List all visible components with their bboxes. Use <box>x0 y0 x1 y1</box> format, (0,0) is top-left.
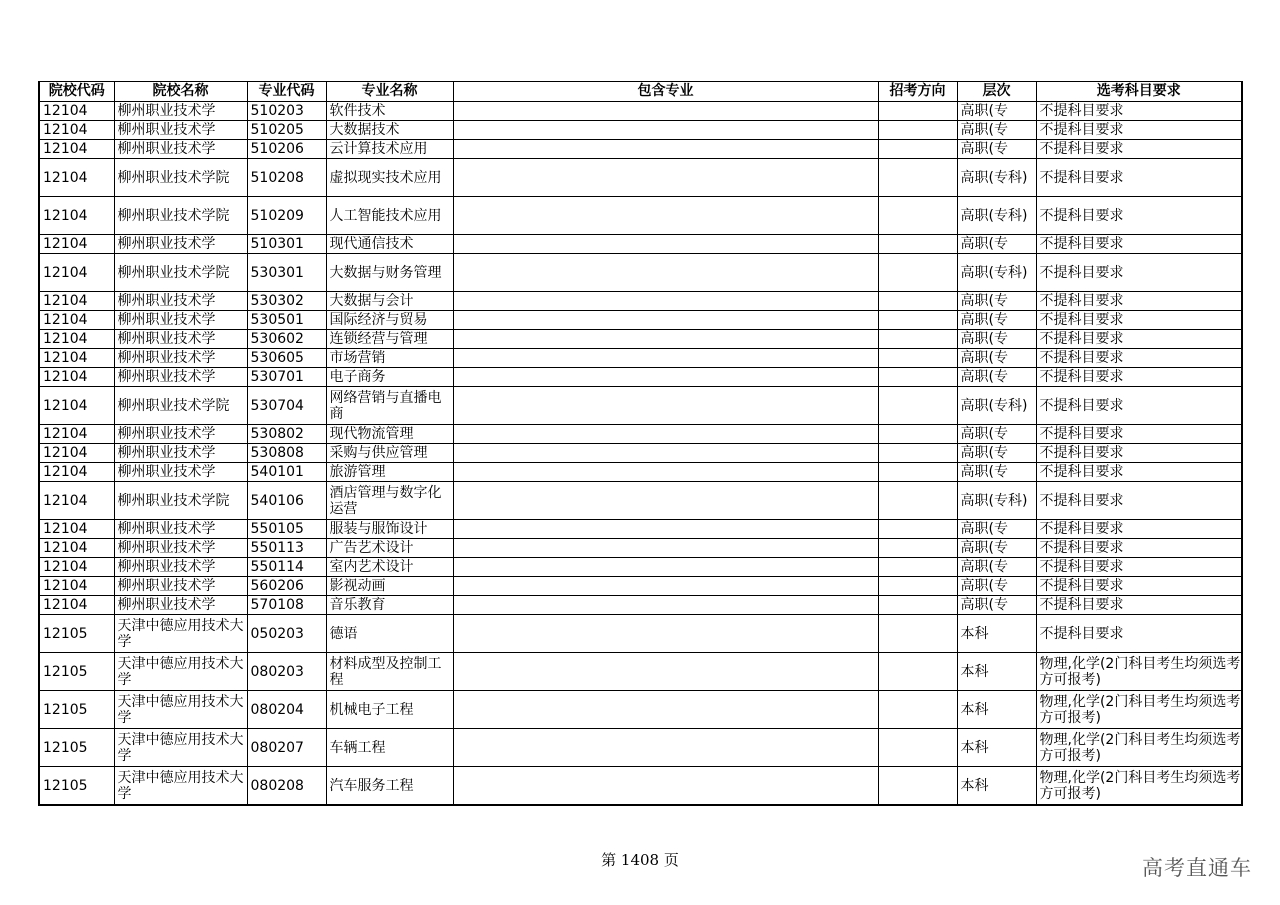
table-cell <box>453 197 878 235</box>
table-cell: 510206 <box>247 140 326 159</box>
table-cell: 530602 <box>247 330 326 349</box>
table-cell: 大数据与财务管理 <box>326 254 453 292</box>
table-cell: 不提科目要求 <box>1036 387 1242 425</box>
table-body <box>39 102 1242 806</box>
table-cell <box>878 539 957 558</box>
table-cell: 12104 <box>39 539 114 558</box>
table-cell <box>453 254 878 292</box>
table-cell <box>878 311 957 330</box>
table-cell <box>878 235 957 254</box>
table-cell <box>878 159 957 197</box>
table-cell: 柳州职业技术学 <box>114 463 247 482</box>
table-cell: 不提科目要求 <box>1036 539 1242 558</box>
table-cell: 050203 <box>247 615 326 653</box>
table-cell <box>878 140 957 159</box>
table-cell <box>878 691 957 729</box>
table-row <box>39 121 1242 140</box>
table-cell: 高职(专 <box>957 292 1036 311</box>
table-cell <box>878 615 957 653</box>
table-cell: 12104 <box>39 349 114 368</box>
table-cell: 网络营销与直播电商 <box>326 387 453 425</box>
table-row <box>39 577 1242 596</box>
table-cell: 天津中德应用技术大学 <box>114 729 247 767</box>
table-cell: 高职(专 <box>957 140 1036 159</box>
table-cell: 550105 <box>247 520 326 539</box>
table-cell: 不提科目要求 <box>1036 577 1242 596</box>
table-cell <box>878 463 957 482</box>
table-cell: 柳州职业技术学 <box>114 311 247 330</box>
table-cell <box>453 558 878 577</box>
table-cell: 不提科目要求 <box>1036 558 1242 577</box>
table-row <box>39 197 1242 235</box>
table-cell: 采购与供应管理 <box>326 444 453 463</box>
table-cell: 不提科目要求 <box>1036 368 1242 387</box>
table-row <box>39 387 1242 425</box>
table-row <box>39 520 1242 539</box>
table-cell: 550114 <box>247 558 326 577</box>
table-cell: 不提科目要求 <box>1036 235 1242 254</box>
table-cell: 高职(专 <box>957 577 1036 596</box>
table-cell: 高职(专科) <box>957 482 1036 520</box>
table-cell: 530605 <box>247 349 326 368</box>
table-cell: 柳州职业技术学 <box>114 330 247 349</box>
table-cell: 室内艺术设计 <box>326 558 453 577</box>
table-cell: 不提科目要求 <box>1036 292 1242 311</box>
table-cell: 柳州职业技术学 <box>114 577 247 596</box>
table-cell: 530302 <box>247 292 326 311</box>
table-cell: 080207 <box>247 729 326 767</box>
table-row <box>39 102 1242 121</box>
table-cell <box>878 425 957 444</box>
table-cell: 12104 <box>39 577 114 596</box>
table-cell: 影视动画 <box>326 577 453 596</box>
table-cell <box>453 387 878 425</box>
table-cell: 510205 <box>247 121 326 140</box>
table-cell: 不提科目要求 <box>1036 121 1242 140</box>
table-row <box>39 482 1242 520</box>
table-cell <box>453 425 878 444</box>
table-cell: 柳州职业技术学 <box>114 425 247 444</box>
table-cell: 不提科目要求 <box>1036 596 1242 615</box>
table-row <box>39 140 1242 159</box>
table-cell: 550113 <box>247 539 326 558</box>
table-cell: 12104 <box>39 387 114 425</box>
table-cell: 本科 <box>957 729 1036 767</box>
table-cell: 12104 <box>39 254 114 292</box>
table-cell: 12104 <box>39 292 114 311</box>
table-row <box>39 539 1242 558</box>
table-cell: 12105 <box>39 653 114 691</box>
table-cell <box>453 292 878 311</box>
table-cell <box>453 482 878 520</box>
table-cell: 虚拟现实技术应用 <box>326 159 453 197</box>
table-cell: 080203 <box>247 653 326 691</box>
table-cell: 柳州职业技术学院 <box>114 197 247 235</box>
table-cell: 柳州职业技术学 <box>114 539 247 558</box>
table-cell: 高职(专 <box>957 558 1036 577</box>
table-cell <box>453 349 878 368</box>
table-cell <box>453 121 878 140</box>
table-cell <box>878 254 957 292</box>
table-cell <box>878 653 957 691</box>
table-cell: 柳州职业技术学 <box>114 520 247 539</box>
table-cell: 材料成型及控制工程 <box>326 653 453 691</box>
table-cell: 柳州职业技术学院 <box>114 254 247 292</box>
table-cell: 音乐教育 <box>326 596 453 615</box>
table-cell: 540101 <box>247 463 326 482</box>
column-header: 专业代码 <box>247 82 326 102</box>
table-cell: 12104 <box>39 235 114 254</box>
table-row <box>39 463 1242 482</box>
table-cell: 高职(专 <box>957 463 1036 482</box>
table-row <box>39 615 1242 653</box>
table-cell: 人工智能技术应用 <box>326 197 453 235</box>
table-cell: 本科 <box>957 691 1036 729</box>
table-cell: 不提科目要求 <box>1036 482 1242 520</box>
table-cell: 电子商务 <box>326 368 453 387</box>
table-cell: 柳州职业技术学院 <box>114 387 247 425</box>
table-cell: 旅游管理 <box>326 463 453 482</box>
table-header-row <box>39 82 1242 102</box>
table-cell <box>878 729 957 767</box>
table-cell: 不提科目要求 <box>1036 311 1242 330</box>
table-cell <box>878 197 957 235</box>
table-row <box>39 767 1242 806</box>
table-cell: 酒店管理与数字化运营 <box>326 482 453 520</box>
table-cell: 高职(专 <box>957 349 1036 368</box>
table-cell: 12104 <box>39 140 114 159</box>
table-cell: 高职(专科) <box>957 197 1036 235</box>
table-cell: 柳州职业技术学 <box>114 368 247 387</box>
table-cell: 510301 <box>247 235 326 254</box>
table-cell <box>453 539 878 558</box>
table-cell: 12104 <box>39 520 114 539</box>
table-cell: 12104 <box>39 482 114 520</box>
column-header: 选考科目要求 <box>1036 82 1242 102</box>
table-cell: 市场营销 <box>326 349 453 368</box>
table-cell: 软件技术 <box>326 102 453 121</box>
table-cell: 柳州职业技术学 <box>114 444 247 463</box>
table-cell: 柳州职业技术学 <box>114 292 247 311</box>
table-cell <box>453 615 878 653</box>
table-cell: 天津中德应用技术大学 <box>114 767 247 806</box>
table-cell <box>878 444 957 463</box>
table-cell: 现代通信技术 <box>326 235 453 254</box>
table-cell <box>453 463 878 482</box>
table-cell: 不提科目要求 <box>1036 140 1242 159</box>
table-row <box>39 425 1242 444</box>
table-cell: 柳州职业技术学 <box>114 349 247 368</box>
table-cell: 物理,化学(2门科目考生均须选考方可报考) <box>1036 691 1242 729</box>
table-cell: 不提科目要求 <box>1036 444 1242 463</box>
column-header: 包含专业 <box>453 82 878 102</box>
column-header: 院校代码 <box>39 82 114 102</box>
table-cell: 不提科目要求 <box>1036 425 1242 444</box>
table-cell: 广告艺术设计 <box>326 539 453 558</box>
table-cell: 12104 <box>39 121 114 140</box>
table-cell: 柳州职业技术学 <box>114 140 247 159</box>
table-cell <box>878 330 957 349</box>
table-cell: 560206 <box>247 577 326 596</box>
table-cell: 本科 <box>957 653 1036 691</box>
column-header: 招考方向 <box>878 82 957 102</box>
table-cell: 530802 <box>247 425 326 444</box>
table-cell: 510208 <box>247 159 326 197</box>
table-cell: 080208 <box>247 767 326 806</box>
table-cell <box>453 596 878 615</box>
table-cell <box>453 691 878 729</box>
table-cell <box>878 121 957 140</box>
table-cell <box>453 235 878 254</box>
table-cell <box>453 330 878 349</box>
table-cell: 服装与服饰设计 <box>326 520 453 539</box>
table-cell: 天津中德应用技术大学 <box>114 691 247 729</box>
table-cell: 本科 <box>957 767 1036 806</box>
table-row <box>39 368 1242 387</box>
table-cell: 柳州职业技术学 <box>114 121 247 140</box>
table-row <box>39 311 1242 330</box>
table-cell: 12104 <box>39 102 114 121</box>
watermark-text: 高考直通车 <box>1142 856 1252 880</box>
table-cell <box>878 387 957 425</box>
table-cell: 530704 <box>247 387 326 425</box>
table-cell <box>878 577 957 596</box>
page-number: 第 1408 页 <box>601 851 679 869</box>
table-cell <box>453 577 878 596</box>
column-header: 层次 <box>957 82 1036 102</box>
table-cell: 云计算技术应用 <box>326 140 453 159</box>
table-cell: 大数据技术 <box>326 121 453 140</box>
table-cell <box>878 102 957 121</box>
table-cell: 高职(专 <box>957 520 1036 539</box>
table-cell: 物理,化学(2门科目考生均须选考方可报考) <box>1036 729 1242 767</box>
table-cell <box>878 596 957 615</box>
table-cell: 不提科目要求 <box>1036 330 1242 349</box>
table-cell: 12104 <box>39 425 114 444</box>
table-cell: 510209 <box>247 197 326 235</box>
table-row <box>39 349 1242 368</box>
table-row <box>39 159 1242 197</box>
table-cell: 天津中德应用技术大学 <box>114 653 247 691</box>
table-cell: 柳州职业技术学院 <box>114 159 247 197</box>
table-cell: 高职(专 <box>957 368 1036 387</box>
table-cell <box>453 140 878 159</box>
table-cell: 570108 <box>247 596 326 615</box>
table-cell: 不提科目要求 <box>1036 615 1242 653</box>
table-cell: 连锁经营与管理 <box>326 330 453 349</box>
table-cell: 540106 <box>247 482 326 520</box>
table-cell <box>878 767 957 806</box>
table-cell: 530501 <box>247 311 326 330</box>
table-cell <box>878 520 957 539</box>
table-cell: 汽车服务工程 <box>326 767 453 806</box>
table-cell: 12105 <box>39 615 114 653</box>
table-row <box>39 558 1242 577</box>
table-cell <box>453 444 878 463</box>
table-cell <box>453 368 878 387</box>
table-row <box>39 691 1242 729</box>
table-cell <box>453 102 878 121</box>
table-cell: 530701 <box>247 368 326 387</box>
table-cell: 车辆工程 <box>326 729 453 767</box>
table-cell: 12104 <box>39 368 114 387</box>
table-cell: 柳州职业技术学 <box>114 235 247 254</box>
table-row <box>39 596 1242 615</box>
table-row <box>39 653 1242 691</box>
table-cell: 530301 <box>247 254 326 292</box>
table-cell: 12104 <box>39 159 114 197</box>
table-row <box>39 444 1242 463</box>
table-cell <box>453 729 878 767</box>
table-cell: 天津中德应用技术大学 <box>114 615 247 653</box>
table-cell: 不提科目要求 <box>1036 520 1242 539</box>
table-cell: 12104 <box>39 197 114 235</box>
table-cell <box>453 520 878 539</box>
table-cell <box>878 349 957 368</box>
table-cell: 530808 <box>247 444 326 463</box>
admissions-table <box>38 81 1243 806</box>
table-cell: 高职(专科) <box>957 159 1036 197</box>
table-cell: 高职(专 <box>957 539 1036 558</box>
table-cell <box>878 368 957 387</box>
table-cell: 物理,化学(2门科目考生均须选考方可报考) <box>1036 653 1242 691</box>
table-cell: 柳州职业技术学 <box>114 558 247 577</box>
table-cell: 不提科目要求 <box>1036 463 1242 482</box>
table-cell: 不提科目要求 <box>1036 254 1242 292</box>
table-cell: 高职(专 <box>957 425 1036 444</box>
table-cell: 机械电子工程 <box>326 691 453 729</box>
table-cell <box>878 558 957 577</box>
table-cell: 12104 <box>39 311 114 330</box>
table-cell: 高职(专科) <box>957 387 1036 425</box>
table-cell: 高职(专 <box>957 121 1036 140</box>
table-cell: 高职(专 <box>957 102 1036 121</box>
table-cell: 不提科目要求 <box>1036 197 1242 235</box>
table-cell <box>878 292 957 311</box>
table-cell: 高职(专科) <box>957 254 1036 292</box>
table-cell: 高职(专 <box>957 235 1036 254</box>
table-cell: 12104 <box>39 444 114 463</box>
table-cell: 本科 <box>957 615 1036 653</box>
table-cell: 不提科目要求 <box>1036 349 1242 368</box>
table-row <box>39 235 1242 254</box>
table-cell: 高职(专 <box>957 596 1036 615</box>
table-cell: 12105 <box>39 767 114 806</box>
table-cell: 080204 <box>247 691 326 729</box>
table-cell: 高职(专 <box>957 444 1036 463</box>
table-cell: 不提科目要求 <box>1036 102 1242 121</box>
table-row <box>39 254 1242 292</box>
table-cell: 12104 <box>39 596 114 615</box>
table-cell: 柳州职业技术学 <box>114 102 247 121</box>
table-cell <box>453 653 878 691</box>
table-cell: 12105 <box>39 691 114 729</box>
table-cell: 510203 <box>247 102 326 121</box>
table-cell: 大数据与会计 <box>326 292 453 311</box>
table-cell <box>453 159 878 197</box>
table-row <box>39 330 1242 349</box>
table-cell: 12105 <box>39 729 114 767</box>
column-header: 院校名称 <box>114 82 247 102</box>
table-cell: 国际经济与贸易 <box>326 311 453 330</box>
table-cell: 高职(专 <box>957 330 1036 349</box>
table-cell: 现代物流管理 <box>326 425 453 444</box>
table-cell: 12104 <box>39 463 114 482</box>
table-cell: 物理,化学(2门科目考生均须选考方可报考) <box>1036 767 1242 806</box>
table-cell: 柳州职业技术学 <box>114 596 247 615</box>
table-cell: 柳州职业技术学院 <box>114 482 247 520</box>
table-cell: 12104 <box>39 558 114 577</box>
table-cell: 高职(专 <box>957 311 1036 330</box>
table-cell <box>453 311 878 330</box>
table-cell <box>878 482 957 520</box>
table-cell <box>453 767 878 806</box>
table-cell: 12104 <box>39 330 114 349</box>
table-cell: 不提科目要求 <box>1036 159 1242 197</box>
column-header: 专业名称 <box>326 82 453 102</box>
table-cell: 德语 <box>326 615 453 653</box>
table-row <box>39 292 1242 311</box>
table-row <box>39 729 1242 767</box>
